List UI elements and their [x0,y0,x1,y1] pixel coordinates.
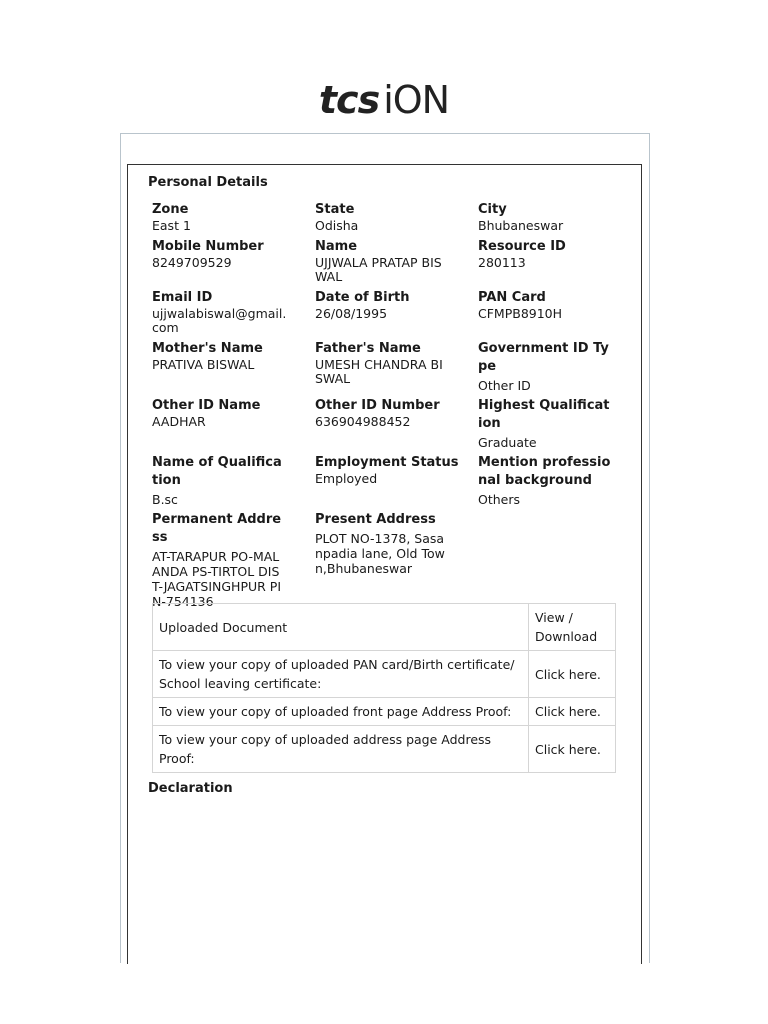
field-other-id-name [152,397,315,452]
field-highest-qualification [478,397,622,454]
header-uploaded-document: Uploaded Document [153,604,529,651]
document-description: To view your copy of uploaded front page Address Proof: [153,698,529,726]
field-label: Father's Name [315,341,421,356]
document-description: To view your copy of uploaded PAN card/Birth certificate/ School leaving certificate: [153,651,529,698]
table-row [153,726,616,773]
field-permanent-address [152,511,315,613]
field-value: 8249709529 [152,255,232,270]
field-email-id [152,289,315,340]
field-value: Bhubaneswar [478,218,564,233]
field-value: ujjwalabiswal@gmail.com [152,306,287,335]
tcs-ion-logo [0,78,768,122]
field-label: Mobile Number [152,239,264,254]
field-value: Other ID [478,378,531,393]
field-professional-background [478,454,622,511]
field-value: CFMPB8910H [478,306,563,321]
field-employment-status [315,454,478,511]
field-date-of-birth [315,289,478,340]
document-description: To view your copy of uploaded address page Address Proof: [153,726,529,773]
field-value: 280113 [478,255,526,270]
field-value: Graduate [478,435,537,450]
field-name-of-qualification [152,454,315,511]
field-label: Other ID Name [152,398,261,413]
field-value: Others [478,492,521,507]
click-here-link[interactable]: Click here. [529,698,616,726]
field-mothers-name [152,340,315,395]
field-value: PLOT NO-1378, Sasanpadia lane, Old Town,Bhubaneswar [315,531,445,576]
field-label: City [478,202,507,217]
field-value: AT-TARAPUR PO-MALANDA PS-TIRTOL DIST-JAGATSINGHPUR PIN-754136 [152,549,282,609]
uploaded-documents-table [152,603,616,773]
personal-details-grid [152,201,622,613]
table-row [153,698,616,726]
field-value: 636904988452 [315,414,411,429]
field-government-id-type [478,340,622,397]
field-label: Name [315,239,358,254]
header-view-download: View / Download [529,604,616,651]
field-state [315,201,478,238]
field-value: 26/08/1995 [315,306,388,321]
field-mobile-number [152,238,315,289]
field-value: Employed [315,471,378,486]
field-zone [152,201,315,238]
field-value: PRATIVA BISWAL [152,357,255,372]
field-value: AADHAR [152,414,206,429]
field-label: Email ID [152,290,213,305]
field-value: East 1 [152,218,191,233]
field-pan-card [478,289,622,340]
field-label: State [315,202,355,217]
field-value: Odisha [315,218,359,233]
field-label: Government ID Type [478,341,609,374]
click-here-link[interactable]: Click here. [529,651,616,698]
field-label: Employment Status [315,455,459,470]
field-value: UMESH CHANDRA BISWAL [315,357,443,386]
field-label: Mention professional background [478,455,611,488]
field-label: Zone [152,202,189,217]
field-label: Resource ID [478,239,566,254]
field-label: Mother's Name [152,341,263,356]
declaration-title: Declaration [148,781,233,796]
field-value: B.sc [152,492,178,507]
click-here-link[interactable]: Click here. [529,726,616,773]
field-name [315,238,478,289]
table-row [153,651,616,698]
field-fathers-name [315,340,478,397]
field-resource-id [478,238,622,289]
field-present-address [315,511,478,613]
field-label: Highest Qualification [478,398,610,431]
field-label: Other ID Number [315,398,440,413]
field-label: Present Address [315,512,436,527]
field-label: Permanent Address [152,512,282,545]
table-header-row [153,604,616,651]
field-city [478,201,622,238]
personal-details-title: Personal Details [148,175,268,190]
logo-brand-a: tcs [318,78,380,122]
field-label: Name of Qualification [152,455,282,488]
logo-brand-b: iON [383,78,450,122]
field-value: UJJWALA PRATAP BISWAL [315,255,442,284]
field-other-id-number [315,397,478,454]
empty-cell [478,511,622,613]
field-label: Date of Birth [315,290,410,305]
field-label: PAN Card [478,290,546,305]
